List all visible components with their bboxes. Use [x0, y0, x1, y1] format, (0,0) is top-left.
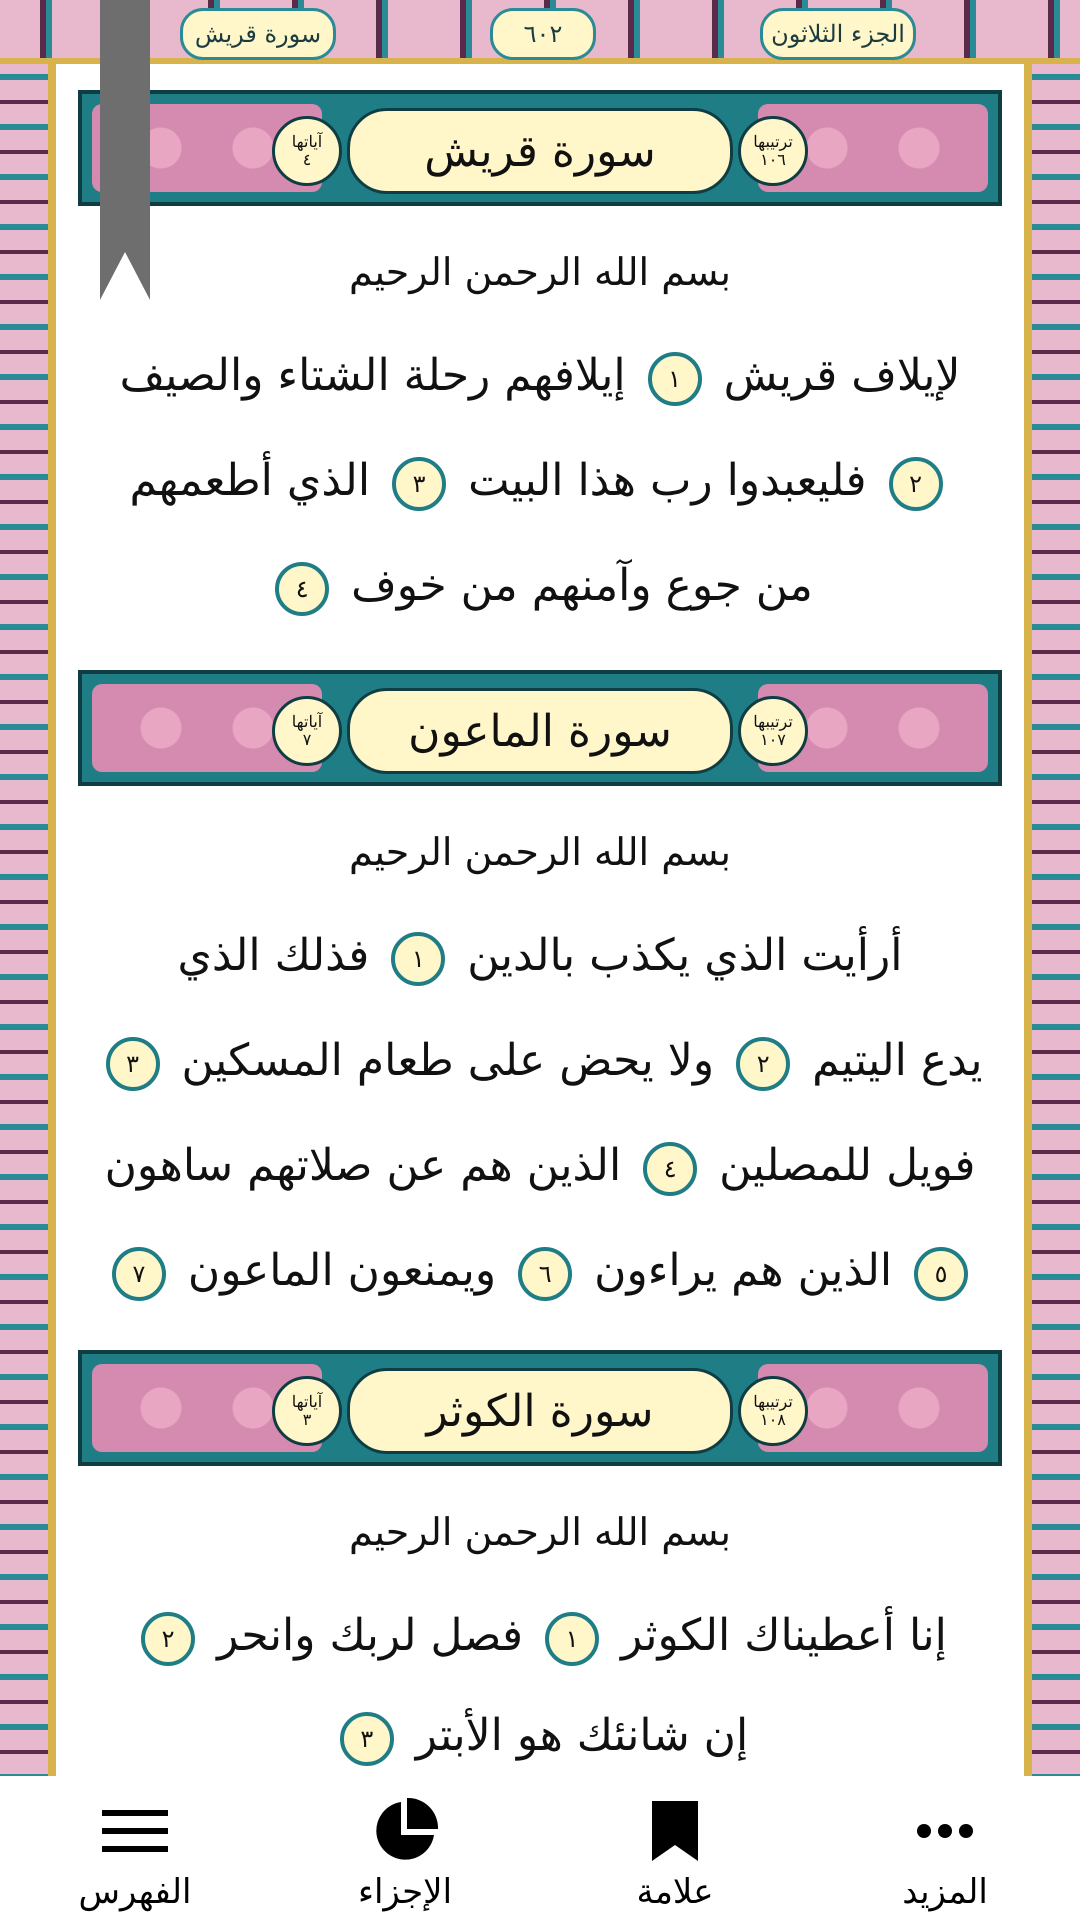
- ayah-marker: ٣: [340, 1712, 394, 1766]
- ayah-marker: ٦: [518, 1247, 572, 1301]
- pie-chart-icon: [370, 1796, 440, 1866]
- ayah-text: يدع اليتيم: [812, 1035, 983, 1086]
- surah-header-kawthar: [78, 1350, 1002, 1466]
- surah-order-badge: [738, 696, 808, 766]
- basmala: بسم الله الرحمن الرحيم: [349, 250, 731, 294]
- ayah-text: فويل للمصلين: [719, 1140, 976, 1191]
- ayah-marker: ٢: [889, 457, 943, 511]
- bookmark-icon: [652, 1796, 698, 1866]
- ayah-marker: ٥: [914, 1247, 968, 1301]
- ayah-marker: ٤: [275, 562, 329, 616]
- ayah-line[interactable]: [76, 1710, 1004, 1766]
- menu-icon: [102, 1796, 168, 1866]
- ayat-count-value: ٣: [302, 1410, 312, 1429]
- nav-bookmark-button[interactable]: [540, 1776, 810, 1920]
- nav-index-button[interactable]: [0, 1776, 270, 1920]
- ayat-count-value: ٤: [302, 150, 312, 169]
- order-value: ١٠٦: [760, 150, 786, 169]
- ayah-text: أرأيت الذي يكذب بالدين: [467, 930, 903, 981]
- page-content: [62, 70, 1018, 1776]
- ayah-marker: ١: [648, 352, 702, 406]
- ayah-marker: ٣: [106, 1037, 160, 1091]
- ayah-marker: ١: [545, 1612, 599, 1666]
- ayah-marker: ٧: [112, 1247, 166, 1301]
- ayah-text: ولا يحض على طعام المسكين: [181, 1035, 715, 1086]
- surah-name: سورة الكوثر: [347, 1368, 733, 1454]
- ayah-text: فليعبدوا رب هذا البيت: [468, 455, 867, 506]
- ayah-line[interactable]: [76, 1035, 1004, 1091]
- ayah-text: الذين هم عن صلاتهم ساهون: [104, 1140, 622, 1191]
- ayah-text: فذلك الذي: [177, 930, 370, 981]
- ayah-line[interactable]: [76, 560, 1004, 616]
- ayah-marker: ٣: [392, 457, 446, 511]
- order-value: ١٠٨: [760, 1410, 786, 1429]
- header-surah-name: سورة قريش: [180, 8, 336, 60]
- ayah-text: الذي أطعمهم: [129, 455, 371, 506]
- ayat-count-label: آياتها: [291, 712, 323, 731]
- ayah-line[interactable]: [76, 350, 1004, 406]
- ayah-marker: ٢: [141, 1612, 195, 1666]
- ayah-line[interactable]: [76, 1610, 1004, 1666]
- nav-parts-button[interactable]: [270, 1776, 540, 1920]
- right-gold-edge: [1024, 0, 1032, 1776]
- ayah-line[interactable]: [76, 1140, 1004, 1196]
- nav-more-button[interactable]: [810, 1776, 1080, 1920]
- ayat-count-label: آياتها: [291, 132, 323, 151]
- nav-parts-label: الإجزاء: [357, 1872, 453, 1912]
- header-page-number: ٦٠٢: [490, 8, 596, 60]
- ayat-count-badge: [272, 116, 342, 186]
- surah-order-badge: [738, 116, 808, 186]
- ayat-count-value: ٧: [302, 730, 312, 749]
- ayah-text: فصل لربك وانحر: [217, 1610, 524, 1661]
- surah-name: سورة الماعون: [347, 688, 733, 774]
- ayah-marker: ١: [391, 932, 445, 986]
- ayat-count-badge: [272, 696, 342, 766]
- left-gold-edge: [48, 0, 56, 1776]
- surah-header-maun: [78, 670, 1002, 786]
- bottom-navigation: [0, 1776, 1080, 1920]
- surah-name: سورة قريش: [347, 108, 733, 194]
- right-ornament-border: [1024, 0, 1080, 1776]
- ayah-marker: ٤: [643, 1142, 697, 1196]
- nav-index-label: الفهرس: [78, 1872, 192, 1912]
- order-label: ترتيبها: [753, 712, 793, 731]
- surah-header-quraysh: [78, 90, 1002, 206]
- order-value: ١٠٧: [760, 730, 786, 749]
- ayah-line[interactable]: [76, 1245, 1004, 1301]
- ayat-count-badge: [272, 1376, 342, 1446]
- ayah-text: من جوع وآمنهم من خوف: [351, 560, 813, 611]
- ayat-count-label: آياتها: [291, 1392, 323, 1411]
- ayah-text: ويمنعون الماعون: [187, 1245, 497, 1296]
- nav-bookmark-label: علامة: [636, 1872, 714, 1912]
- order-label: ترتيبها: [753, 1392, 793, 1411]
- ayah-line[interactable]: [76, 930, 1004, 986]
- header-juz-name: الجزء الثلاثون: [760, 8, 916, 60]
- basmala: بسم الله الرحمن الرحيم: [349, 830, 731, 874]
- ayah-text: الذين هم يراءون: [594, 1245, 893, 1296]
- surah-order-badge: [738, 1376, 808, 1446]
- ayah-text: لإيلاف قريش: [723, 350, 961, 401]
- ayah-text: إنا أعطيناك الكوثر: [621, 1610, 947, 1661]
- nav-more-label: المزيد: [902, 1872, 988, 1912]
- more-dots-icon: [917, 1796, 973, 1866]
- ayah-line[interactable]: [76, 455, 1004, 511]
- basmala: بسم الله الرحمن الرحيم: [349, 1510, 731, 1554]
- ayah-text: إيلافهم رحلة الشتاء والصيف: [119, 350, 626, 401]
- ayah-text: إن شانئك هو الأبتر: [415, 1710, 749, 1761]
- ayah-marker: ٢: [736, 1037, 790, 1091]
- order-label: ترتيبها: [753, 132, 793, 151]
